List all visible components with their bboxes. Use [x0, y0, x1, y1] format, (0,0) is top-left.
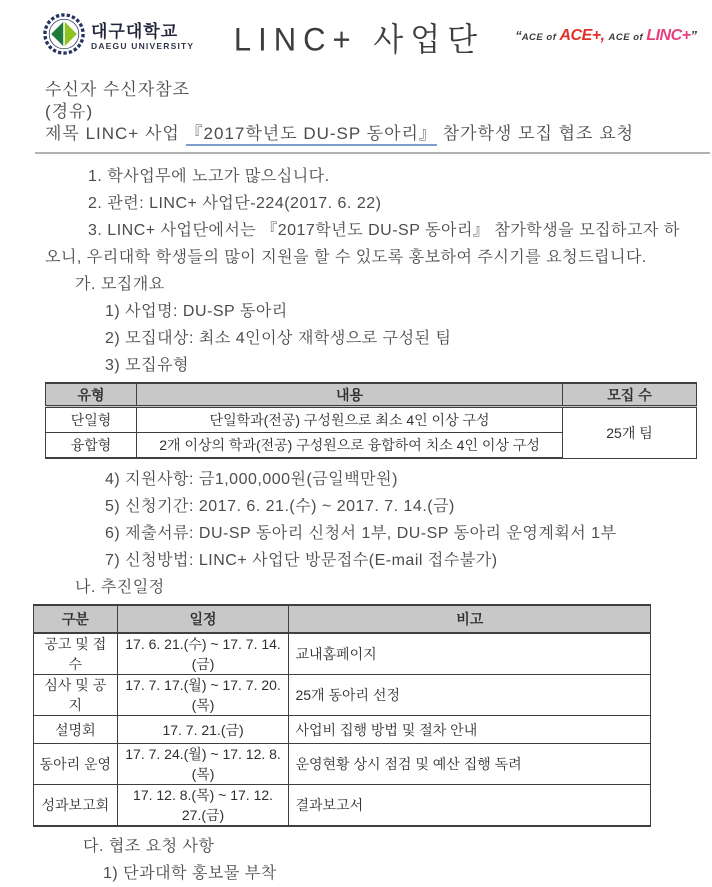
- slogan-close-quote: ”: [690, 28, 697, 43]
- body-item-3-line-2: 오니, 우리대학 학생들의 많이 지원을 할 수 있도록 홍보하여 주시기를 요청드립니다.: [45, 249, 647, 266]
- table-row: [34, 744, 651, 785]
- phase-cell: 공고 및 접수: [34, 633, 118, 675]
- schedule-cell: 17. 7. 17.(월) ~ 17. 7. 20.(목): [117, 675, 289, 716]
- type-cell: 단일형: [46, 407, 137, 433]
- ga-item-5: 5) 신청기간: 2017. 6. 21.(수) ~ 2017. 7. 14.(금): [105, 498, 455, 515]
- via-line: (경유): [45, 102, 94, 121]
- subject-prefix: LINC+ 사업: [85, 124, 186, 143]
- column-header: 비고: [289, 605, 651, 633]
- slogan: [485, 28, 697, 44]
- phase-cell: 동아리 운영: [34, 744, 118, 785]
- table-header-row: [46, 383, 697, 407]
- table-row: [34, 633, 651, 675]
- slogan-linc-plus: LINC+: [646, 27, 691, 44]
- column-header: 일정: [117, 605, 289, 633]
- schedule-cell: 17. 7. 24.(월) ~ 17. 12. 8.(목): [117, 744, 289, 785]
- ga-item-7: 7) 신청방법: LINC+ 사업단 방문접수(E-mail 접수불가): [105, 552, 498, 569]
- document-meta: [45, 79, 697, 145]
- table-row: [34, 675, 651, 716]
- column-header: 유형: [46, 383, 137, 407]
- document-header: [43, 0, 697, 66]
- table-row: [46, 407, 697, 433]
- document-body: [39, 163, 697, 887]
- da-item-1: 1) 단과대학 홍보물 부착: [103, 865, 277, 882]
- university-logo: [43, 13, 233, 60]
- phase-cell: 성과보고회: [34, 785, 118, 827]
- phase-cell: 심사 및 공지: [34, 675, 118, 716]
- note-cell: 사업비 집행 방법 및 절차 안내: [289, 716, 651, 744]
- content-cell: 단일학과(전공) 구성원으로 최소 4인 이상 구성: [137, 407, 563, 433]
- slogan-comma: ,: [600, 27, 609, 44]
- slogan-ace-plus: ACE+: [559, 27, 601, 44]
- ga-item-2: 2) 모집대상: 최소 4인이상 재학생으로 구성된 팀: [105, 330, 452, 347]
- note-cell: 운영현황 상시 점검 및 예산 집행 독려: [289, 744, 651, 785]
- university-seal-icon: [43, 13, 85, 60]
- section-ga-heading: 가. 모집개요: [75, 276, 165, 293]
- body-item-1: 1. 학사업무에 노고가 많으십니다.: [88, 168, 330, 185]
- ga-item-1: 1) 사업명: DU-SP 동아리: [105, 303, 288, 320]
- note-cell: 결과보고서: [289, 785, 651, 827]
- schedule-table: [33, 604, 651, 827]
- phase-cell: 설명회: [34, 716, 118, 744]
- column-header: 구분: [34, 605, 118, 633]
- table-row: [34, 785, 651, 827]
- type-cell: 융합형: [46, 433, 137, 459]
- count-cell: 25개 팀: [563, 407, 697, 459]
- slogan-text: ACE of: [521, 32, 560, 43]
- recipient-line: 수신자 수신자참조: [45, 80, 191, 99]
- university-name-en: DAEGU UNIVERSITY: [91, 40, 195, 51]
- university-name-kr: 대구대학교: [91, 21, 179, 41]
- subject-suffix: 참가학생 모집 협조 요청: [436, 124, 635, 143]
- ga-item-4: 4) 지원사항: 금1,000,000원(금일백만원): [105, 471, 398, 488]
- table-header-row: [34, 605, 651, 633]
- university-name: [91, 22, 194, 51]
- schedule-cell: 17. 7. 21.(금): [117, 716, 289, 744]
- table-row: [34, 716, 651, 744]
- schedule-cell: 17. 6. 21.(수) ~ 17. 7. 14.(금): [117, 633, 289, 675]
- recruitment-type-table: [45, 382, 697, 459]
- body-item-3-line-1: 3. LINC+ 사업단에서는 『2017학년도 DU-SP 동아리』 참가학생을 모집하고자 하: [88, 222, 680, 239]
- header-divider: [35, 152, 710, 154]
- column-header: 모집 수: [563, 383, 697, 407]
- section-da-heading: 다. 협조 요청 사항: [83, 838, 215, 855]
- content-cell: 2개 이상의 학과(전공) 구성원으로 융합하여 치소 4인 이상 구성: [137, 433, 563, 459]
- note-cell: 25개 동아리 선정: [289, 675, 651, 716]
- schedule-cell: 17. 12. 8.(목) ~ 17. 12. 27.(금): [117, 785, 289, 827]
- column-header: 내용: [137, 383, 563, 407]
- subject-line: [45, 123, 697, 145]
- slogan-text-2: ACE of: [608, 32, 647, 43]
- page-title: LINC+ 사업단: [233, 20, 485, 58]
- note-cell: 교내홈페이지: [289, 633, 651, 675]
- ga-item-3: 3) 모집유형: [105, 357, 189, 374]
- slogan-open-quote: “: [515, 28, 522, 43]
- subject-label: 제목: [45, 124, 86, 143]
- body-item-2: 2. 관련: LINC+ 사업단-224(2017. 6. 22): [88, 195, 382, 212]
- ga-item-6: 6) 제출서류: DU-SP 동아리 신청서 1부, DU-SP 동아리 운영계획서 1부: [105, 525, 617, 542]
- section-na-heading: 나. 추진일정: [75, 579, 165, 596]
- subject-highlight: 『2017학년도 DU-SP 동아리』: [186, 124, 437, 146]
